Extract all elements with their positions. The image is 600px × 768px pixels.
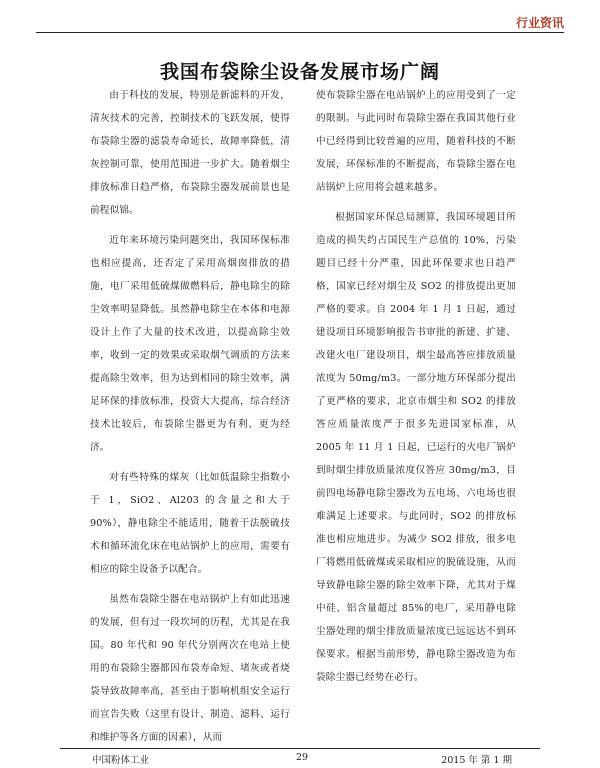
left-column xyxy=(90,84,290,743)
paragraph: 虽然布袋除尘器在电站锅炉上有如此迅速的发展，但有过一段坎坷的历程，尤其是在我国。80 年代和 90 年代分别两次在电站上使用的布袋除尘器都因布袋寿命短、堵灰或者烧袋导致故障率高，甚至由于影响机组安全运行而宣告失败（这里有设计、制造、滤料、运行和维护等各方面的因素），从而 xyxy=(90,594,290,743)
right-column xyxy=(316,84,516,704)
section-tag: 行业资讯 xyxy=(515,16,564,30)
paragraph: 使布袋除尘器在电站锅炉上的应用受到了一定的限制。与此同时布袋除尘器在我国其他行业中已经得到比较普遍的应用，随着科技的不断发展，环保标准的不断提高，布袋除尘器在电站锅炉上应用将会越来越多。 xyxy=(316,90,516,193)
paragraph: 根据国家环保总局测算，我国环境题目所造成的损失约占国民生产总值的 10%，污染题目已经十分严重，因此环保要求也日趋严格，国家已经对烟尘及 SO2 的排放提出更加严格的要求。自 2004 年 1 月 1 日起，通过建设项目环境影响报告书审批的新建、扩建、改建火电厂建设项目，烟尘最高答应排放质量浓度为 50mg/m3。一部分地方环保部分提出了更严格的要求，北京市烟尘和 SO2 的排放答应质量浓度严于很多先进国家标准，从 2005 年 11 月 1 日起，已运行的火电厂锅炉到时烟尘排放质量浓度仅答应 30mg/m3，目前四电场静电除尘器改为五电场、六电场也很难满足上述要求。与此同时，SO2 的排放标准也相应地进步。为减少 SO2 排放，很多电厂将燃用低硫煤或采取相应的脱硫设施，从而导致静电除尘器的除尘效率下降，尤其对于煤中硅、铝含量超过 85%的电厂，采用静电除尘器处理的烟尘排放质量浓度已远远达不到环保要求。根据当前形势，静电除尘器改造为布袋除尘器已经势在必行。 xyxy=(316,212,516,683)
page-number: 29 xyxy=(296,752,309,763)
issue-label: 2015 年 第 1 期 xyxy=(441,755,512,766)
header-rule xyxy=(36,32,564,33)
paragraph: 近年来环境污染问题突出，我国环保标准也相应提高，还否定了采用高烟囱排放的措施，电厂采用低硫煤做燃料后，静电除尘的除尘效率明显降低。虽然静电除尘在本体和电源设计上作了大量的技术改进，以提高除尘效率，收到一定的效果或采取烟气调质的方法来提高除尘效率，但为达到相同的除尘效率，满足环保的排放标准，投资大大提高，综合经济技术比较后，布袋除尘器更为有利、更为经济。 xyxy=(90,235,290,453)
paragraph: 由于科技的发展，特别是新滤料的开发，清灰技术的完善，控制技术的飞跃发展，使得布袋除尘器的滤袋寿命延长，故障率降低，清灰控制可靠，使用范围进一步扩大。随着烟尘排放标准日趋严格，布袋除尘器发展前景也是前程似锦。 xyxy=(90,90,290,216)
paragraph: 对有些特殊的煤灰（比如低温除尘指数小于 1，SiO2、Al203 的含量之和大于 90%），静电除尘不能适用，随着干法脱硫技术和循环流化床在电站锅炉上的应用，需要有相应的除尘设备予以配合。 xyxy=(90,472,290,575)
journal-name: 中国粉体工业 xyxy=(92,755,150,766)
article-title: 我国布袋除尘设备发展市场广阔 xyxy=(159,60,440,83)
footer-rule xyxy=(60,748,540,749)
article-body xyxy=(90,84,516,743)
